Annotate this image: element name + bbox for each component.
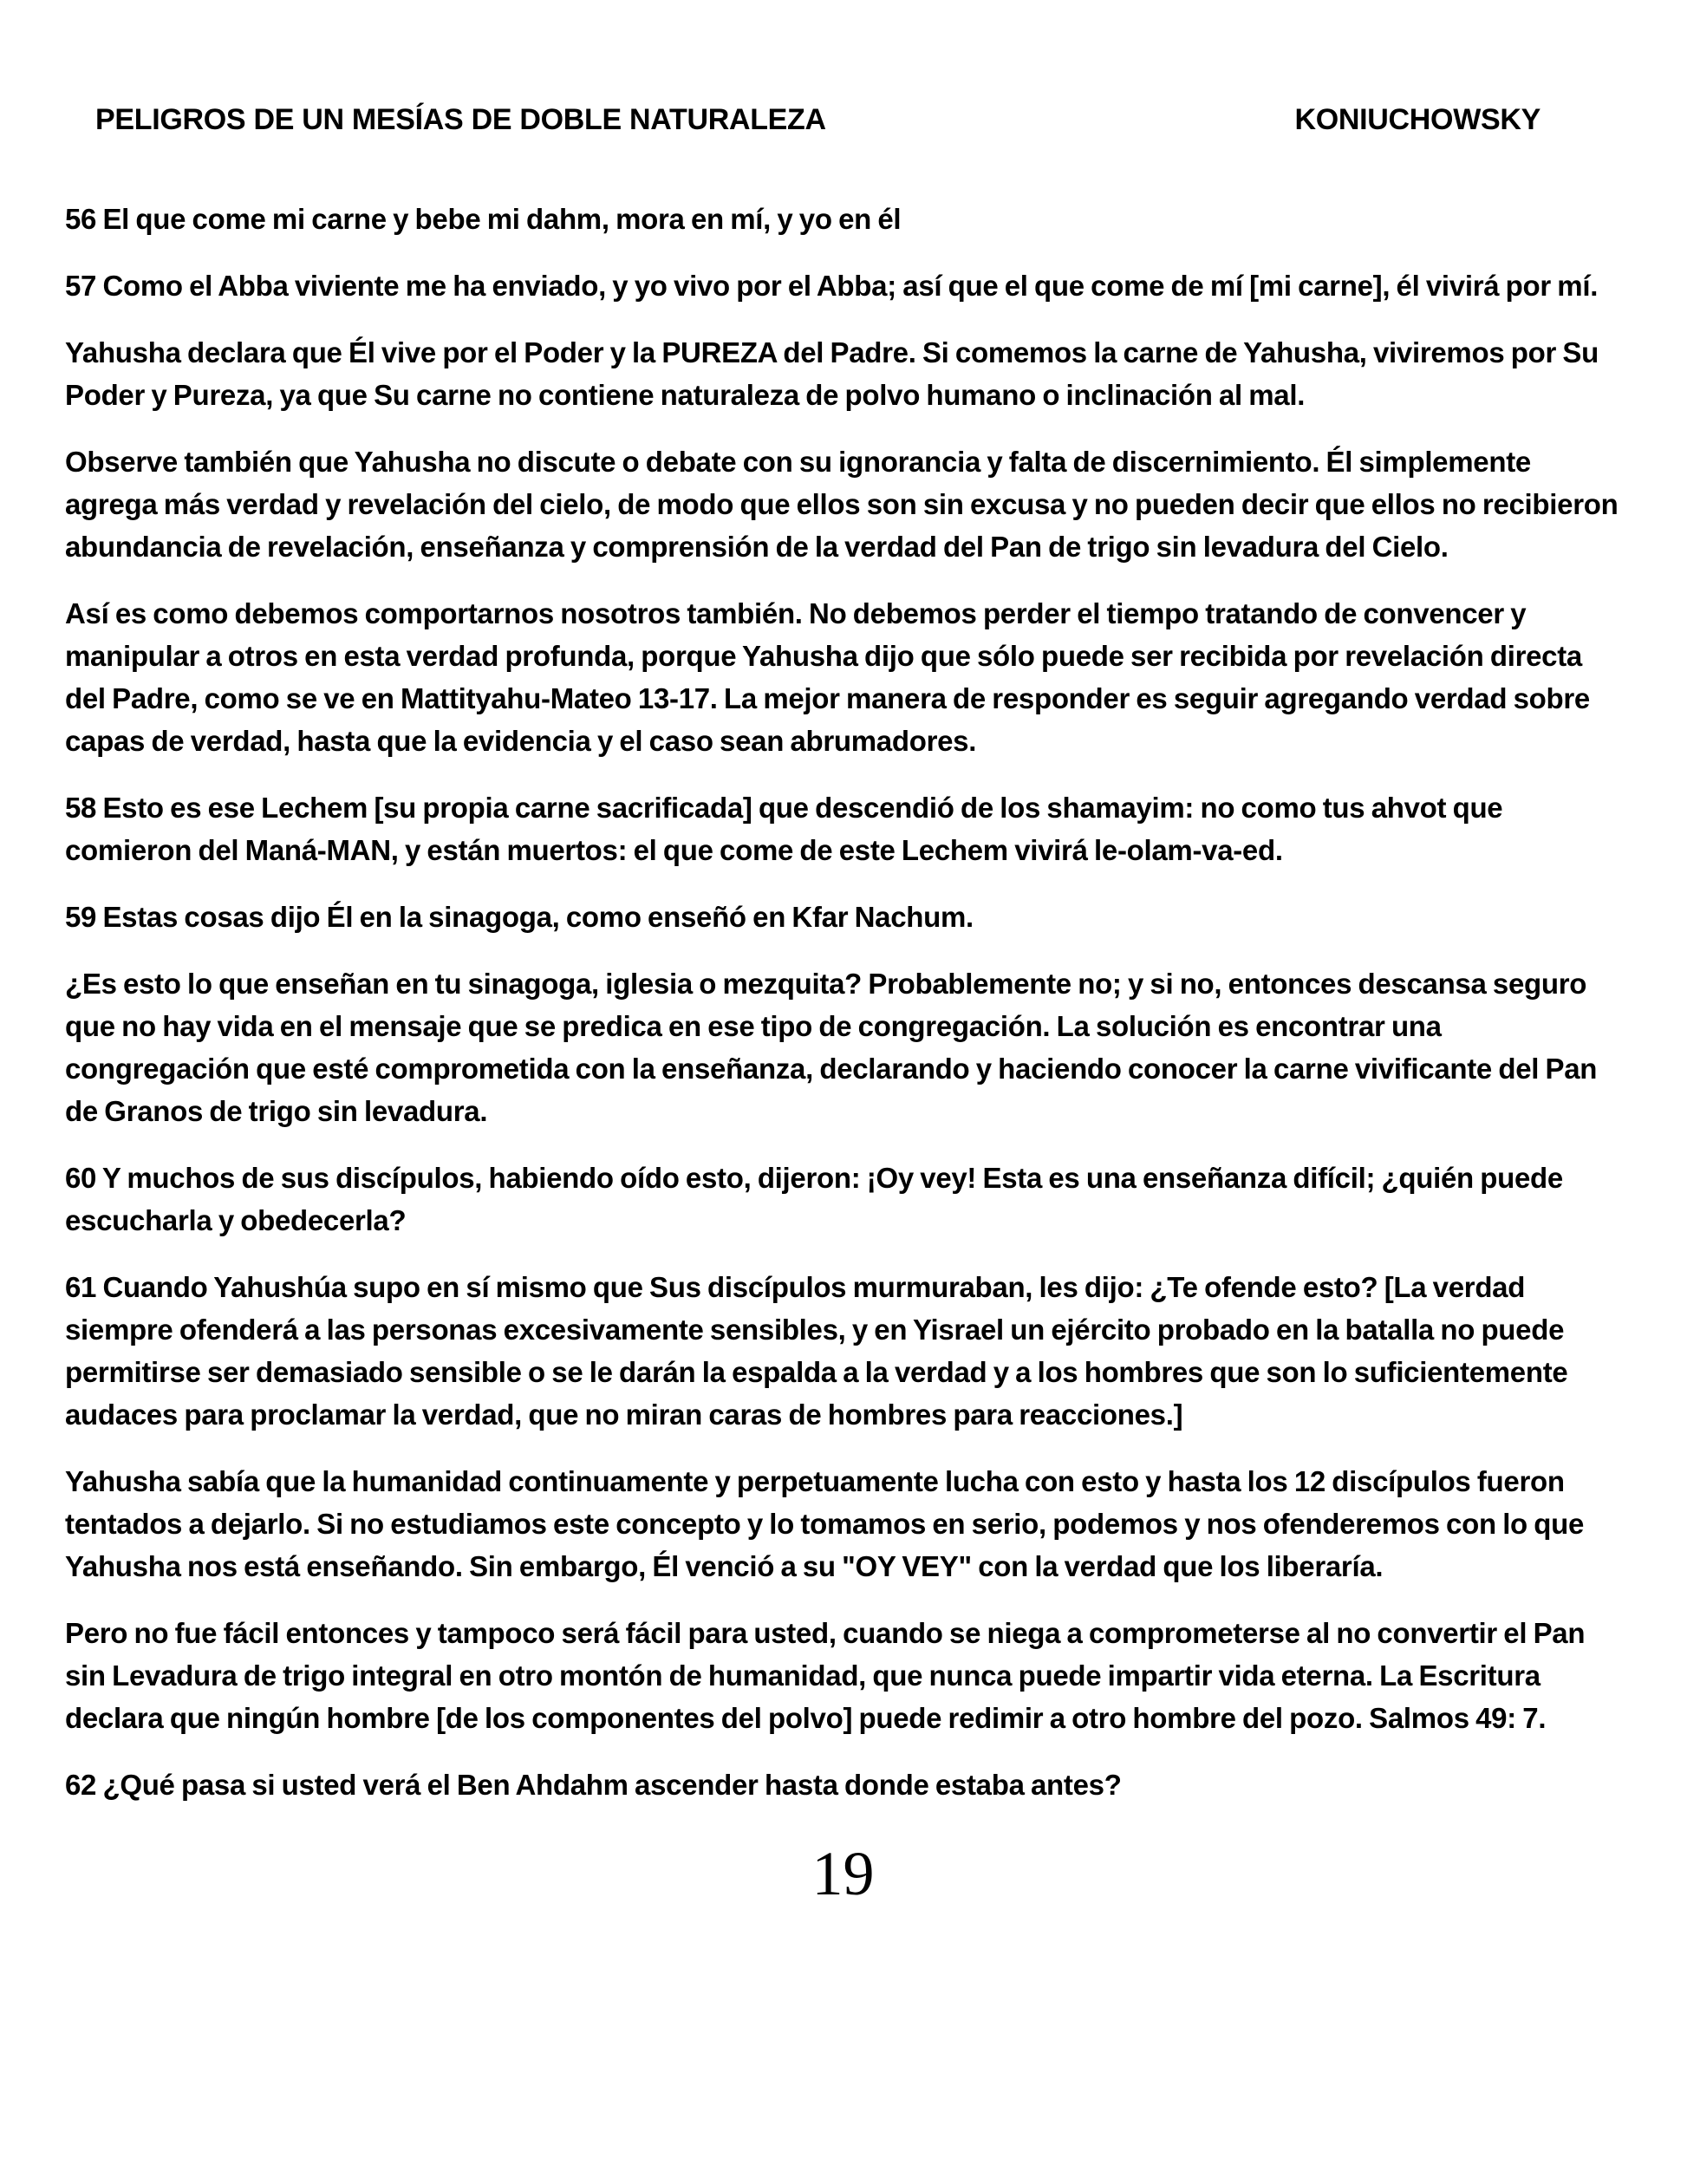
paragraph-verse-60: 60 Y muchos de sus discípulos, habiendo oído esto, dijeron: ¡Oy vey! Esta es una enseñanza difícil; ¿quién puede escucharla y obedecerla? <box>65 1162 1563 1236</box>
paragraph-commentary-4: ¿Es esto lo que enseñan en tu sinagoga, iglesia o mezquita? Probablemente no; y si no, entonces descansa seguro que no hay vida en el mensaje que se predica en ese tipo de congregación. La solución es encontrar una congregación que esté comprometida con la enseñanza, declarando y haciendo conocer la carne vivificante del Pan de Granos de trigo sin levadura. <box>65 968 1598 1127</box>
paragraph-verse-58: 58 Esto es ese Lechem [su propia carne sacrificada] que descendió de los shamayim: no como tus ahvot que comieron del Maná-MAN, y están muertos: el que come de este Lechem vivirá le-olam-va-ed. <box>65 792 1503 866</box>
paragraph-commentary-6: Pero no fue fácil entonces y tampoco será fácil para usted, cuando se niega a comprometerse al no convertir el Pan sin Levadura de trigo integral en otro montón de humanidad, que nunca puede impartir vida eterna. La Escritura declara que ningún hombre [de los componentes del polvo] puede redimir a otro hombre del pozo. Salmos 49: 7. <box>65 1617 1586 1734</box>
page-body <box>65 198 1621 1806</box>
author-name: KONIUCHOWSKY <box>1294 103 1540 136</box>
page-footer <box>65 1839 1621 1908</box>
paragraph-verse-56: 56 El que come mi carne y bebe mi dahm, mora en mí, y yo en él <box>65 203 902 235</box>
paragraph-commentary-1: Yahusha declara que Él vive por el Poder y la PUREZA del Padre. Si comemos la carne de Yahusha, viviremos por Su Poder y Pureza, ya que Su carne no contiene naturaleza de polvo humano o inclinación al mal. <box>65 336 1599 411</box>
paragraph-verse-59: 59 Estas cosas dijo Él en la sinagoga, como enseñó en Kfar Nachum. <box>65 901 974 933</box>
paragraph-verse-61: 61 Cuando Yahushúa supo en sí mismo que Sus discípulos murmuraban, les dijo: ¿Te ofende esto? [La verdad siempre ofenderá a las personas excesivamente sensibles, y en Yisrael un ejército probado en la batalla no puede permitirse ser demasiado sensible o se le darán la espalda a la verdad y a los hombres que son lo suficientemente audaces para proclamar la verdad, que no miran caras de hombres para reacciones.] <box>65 1271 1568 1431</box>
page-number: 19 <box>811 1839 875 1908</box>
page-header <box>65 102 1621 137</box>
paragraph-commentary-2: Observe también que Yahusha no discute o debate con su ignorancia y falta de discernimiento. Él simplemente agrega más verdad y revelación del cielo, de modo que ellos son sin excusa y no pueden decir que ellos no recibieron abundancia de revelación, enseñanza y comprensión de la verdad del Pan de trigo sin levadura del Cielo. <box>65 446 1619 563</box>
paragraph-verse-57: 57 Como el Abba viviente me ha enviado, y yo vivo por el Abba; así que el que come de mí [mi carne], él vivirá por mí. <box>65 270 1599 302</box>
paragraph-commentary-3: Así es como debemos comportarnos nosotros también. No debemos perder el tiempo tratando de convencer y manipular a otros en esta verdad profunda, porque Yahusha dijo que sólo puede ser recibida por revelación directa del Padre, como se ve en Mattityahu-Mateo 13-17. La mejor manera de responder es seguir agregando verdad sobre capas de verdad, hasta que la evidencia y el caso sean abrumadores. <box>65 597 1590 757</box>
paragraph-verse-62: 62 ¿Qué pasa si usted verá el Ben Ahdahm ascender hasta donde estaba antes? <box>65 1769 1122 1801</box>
running-title: PELIGROS DE UN MESÍAS DE DOBLE NATURALEZA <box>95 103 826 136</box>
paragraph-commentary-5: Yahusha sabía que la humanidad continuamente y perpetuamente lucha con esto y hasta los 12 discípulos fueron tentados a dejarlo. Si no estudiamos este concepto y lo tomamos en serio, podemos y nos ofenderemos con lo que Yahusha nos está enseñando. Sin embargo, Él venció a su "OY VEY" con la verdad que los liberaría. <box>65 1465 1585 1582</box>
